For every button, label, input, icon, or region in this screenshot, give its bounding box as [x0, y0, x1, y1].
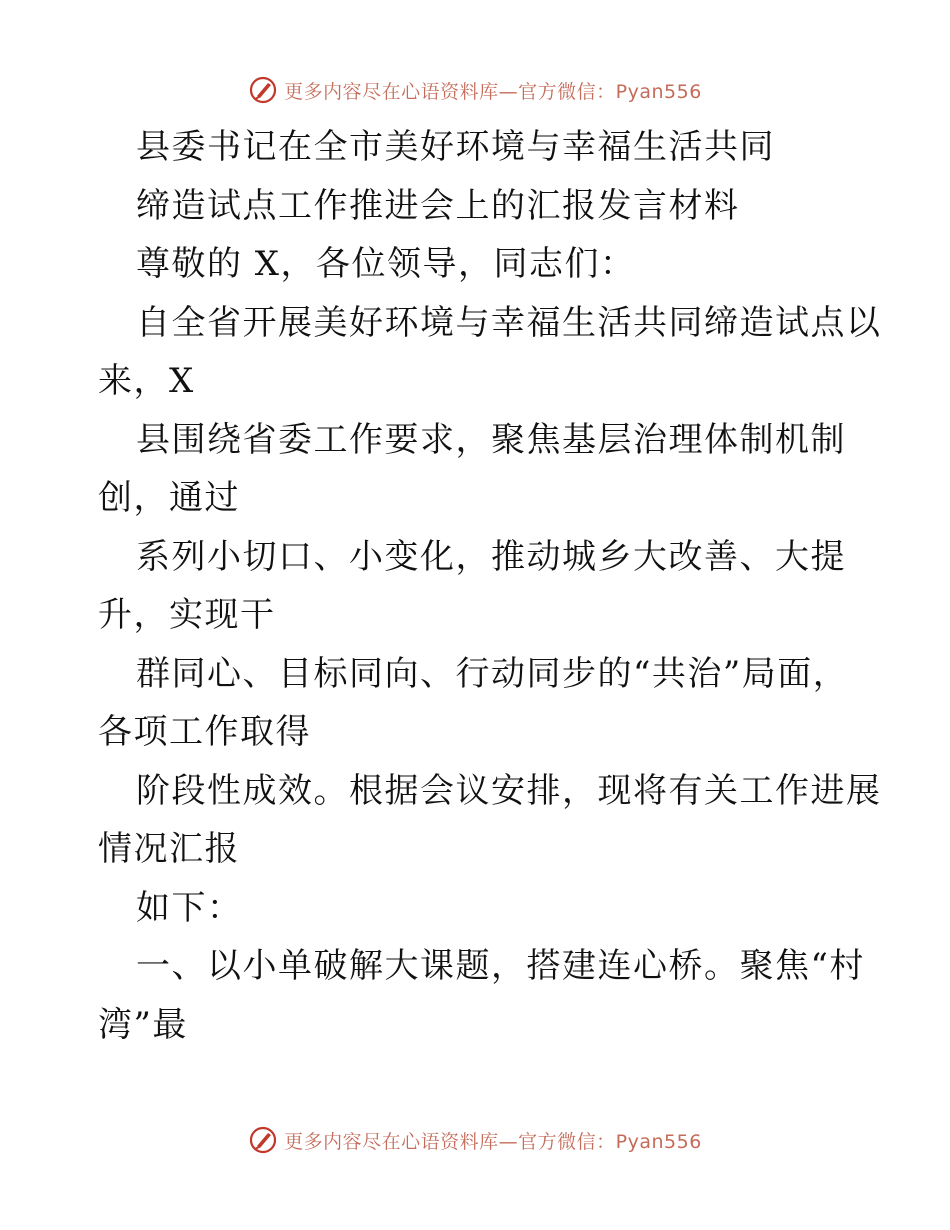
paragraph-line: 创，通过	[98, 478, 240, 518]
paragraph-line: 县围绕省委工作要求，聚焦基层治理体制机制	[136, 419, 846, 460]
document-title-line-1: 县委书记在全市美好环境与幸福生活共同	[136, 127, 775, 167]
paragraph-line: 群同心、目标同向、行动同步的“共治”局面，	[136, 653, 849, 694]
watermark-text: 更多内容尽在心语资料库—官方微信：Pyan556	[284, 80, 702, 103]
section-heading-line: 湾”最	[98, 1004, 188, 1045]
document-body	[98, 118, 882, 1054]
paragraph-line: 自全省开展美好环境与幸福生活共同缔造试点以	[136, 302, 882, 343]
section-heading-line: 一、以小单破解大课题，搭建连心桥。聚焦“村	[136, 946, 865, 986]
quill-seal-icon	[248, 75, 278, 105]
paragraph-line: 如下：	[136, 887, 243, 928]
paragraph-line: 情况汇报	[98, 829, 240, 869]
paragraph-line: 系列小切口、小变化，推动城乡大改善、大提	[136, 536, 846, 577]
salutation: 尊敬的 X，各位领导，同志们：	[136, 244, 636, 284]
watermark-text: 更多内容尽在心语资料库—官方微信：Pyan556	[284, 1130, 702, 1153]
paragraph-line: 升，实现干	[98, 595, 276, 635]
document-title-line-2: 缔造试点工作推进会上的汇报发言材料	[136, 185, 740, 226]
watermark-banner-top	[0, 70, 950, 110]
paragraph-line: 来，X	[98, 361, 195, 401]
paragraph-line: 各项工作取得	[98, 712, 311, 752]
paragraph-line: 阶段性成效。根据会议安排，现将有关工作进展	[136, 770, 882, 811]
watermark-banner-bottom	[0, 1120, 950, 1160]
quill-seal-icon	[248, 1125, 278, 1155]
